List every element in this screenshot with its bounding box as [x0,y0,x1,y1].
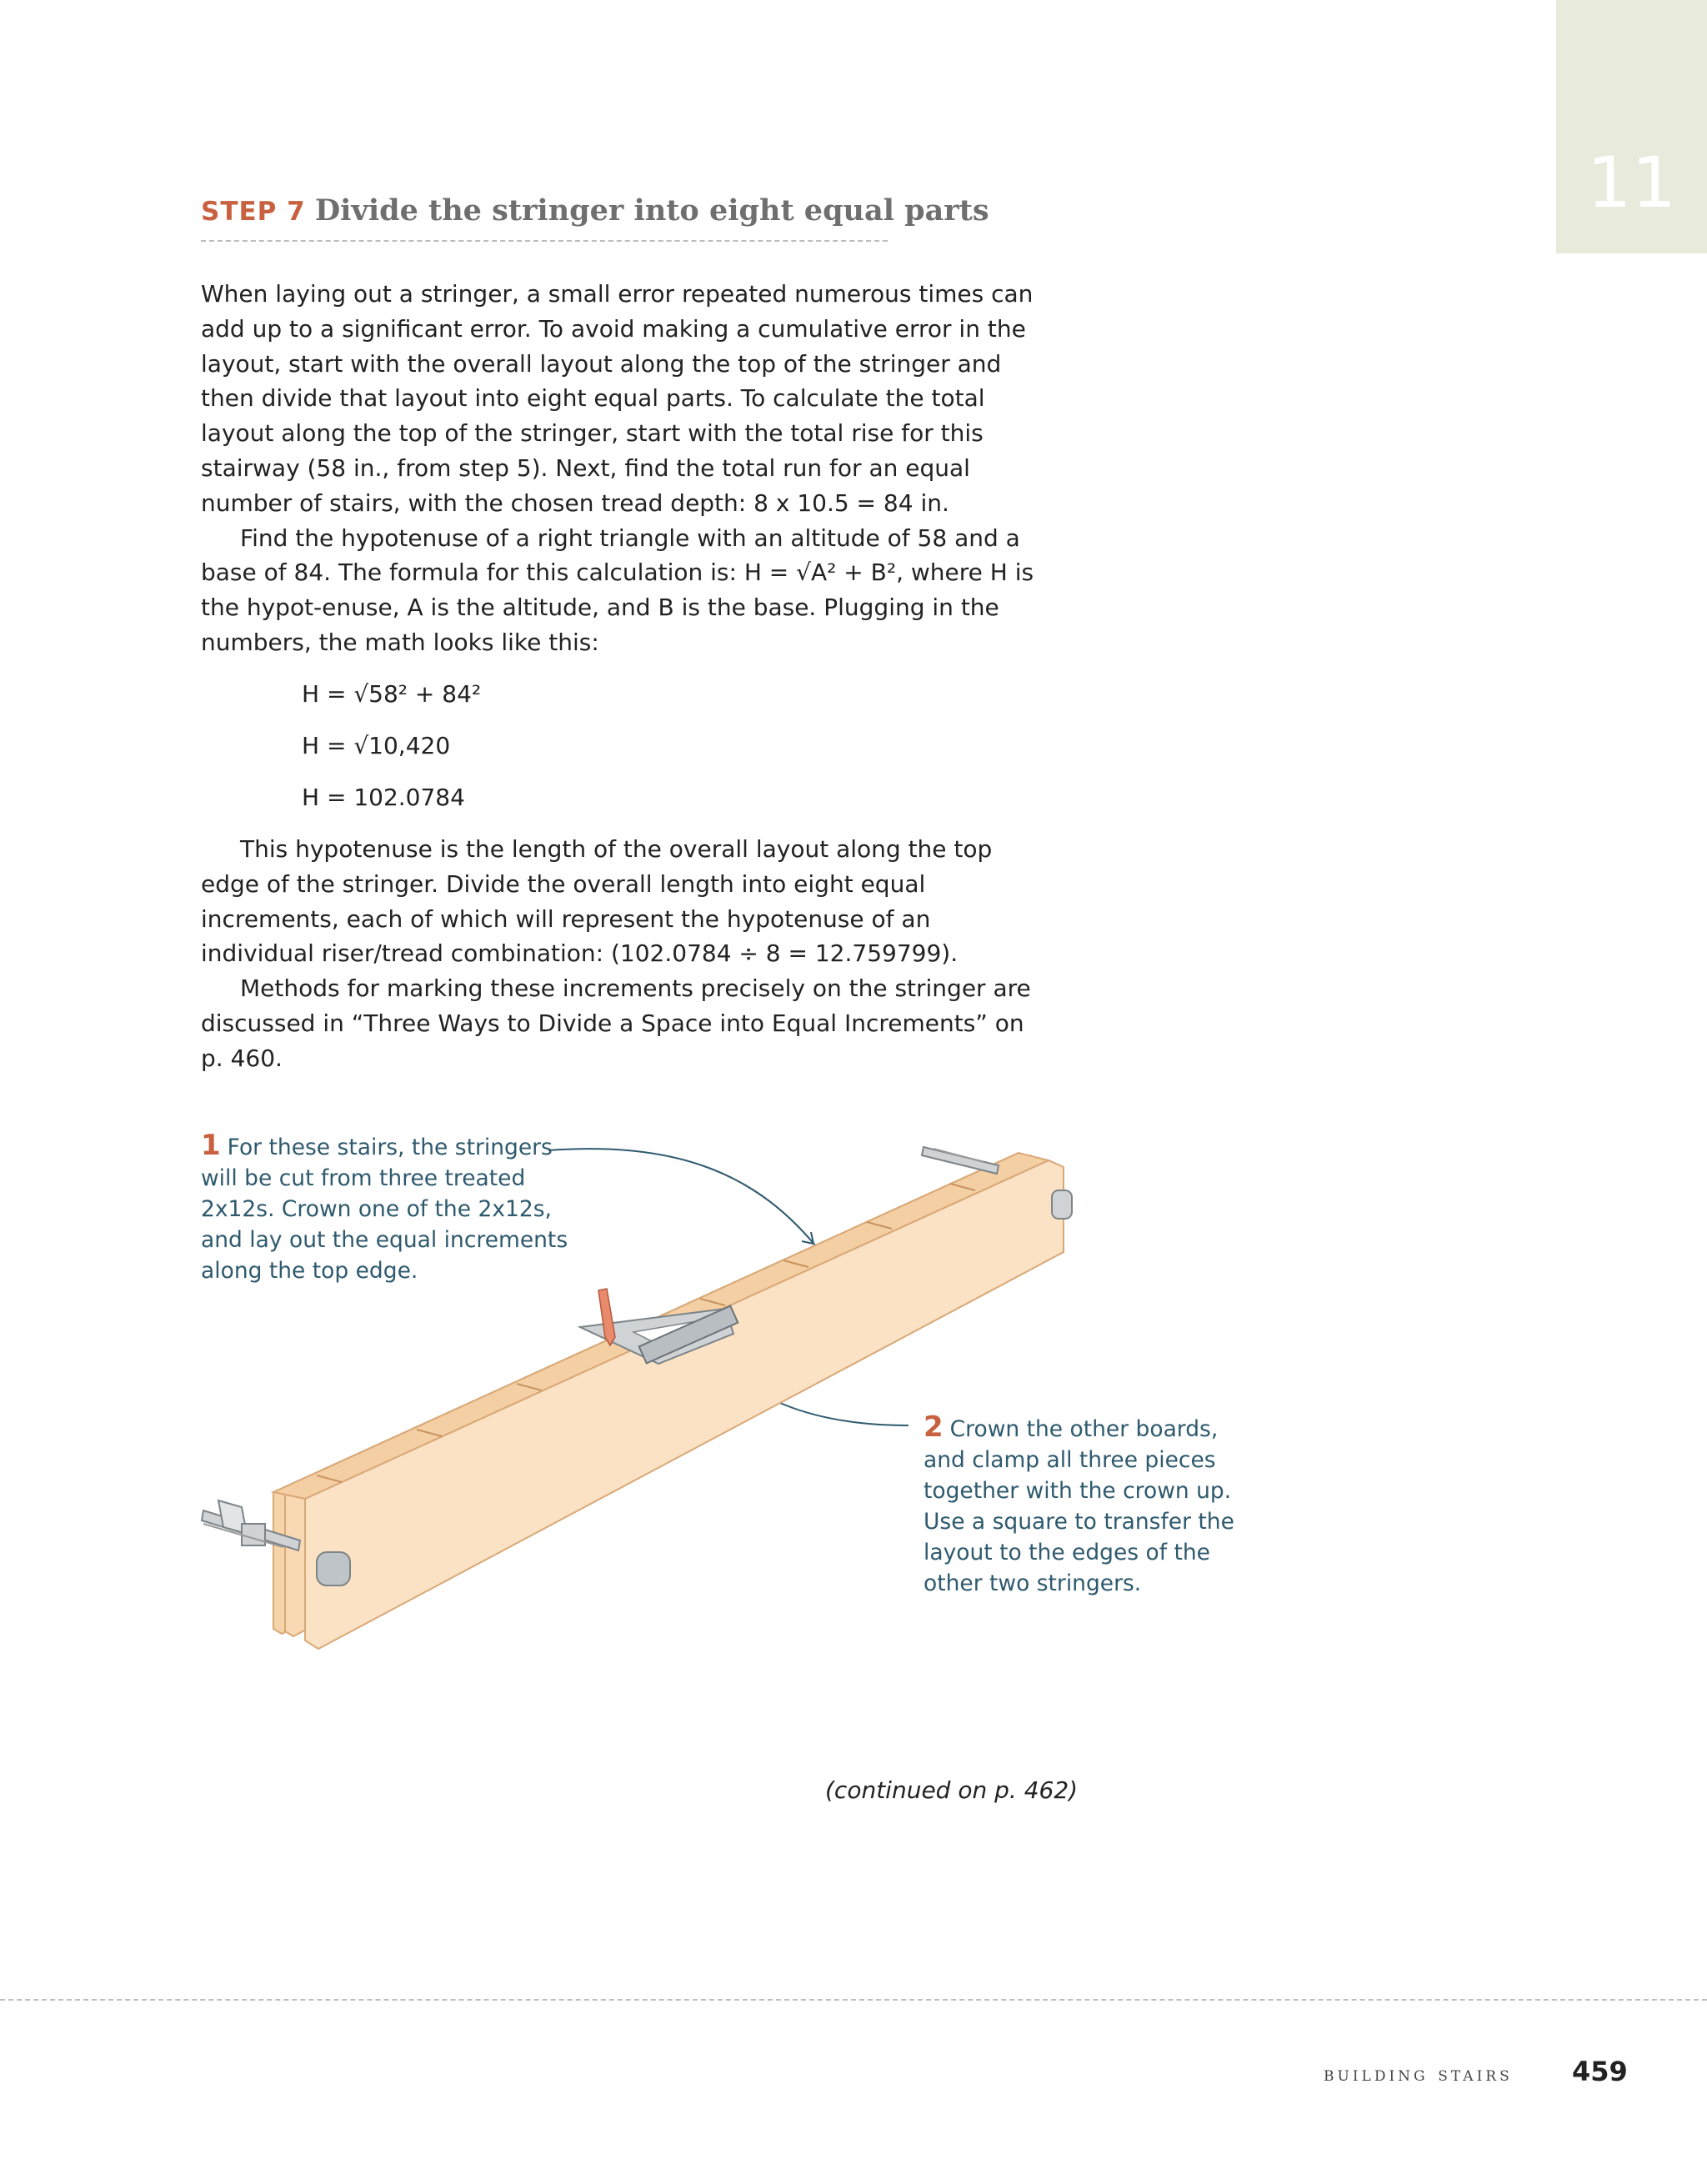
formula-line: H = √58² + 84² [302,680,482,708]
callout-1 [201,1130,568,1286]
continued-note: (continued on p. 462) [825,1776,1079,1804]
page-number: 459 [1572,2056,1628,2087]
callout-line: will be cut from three treated [201,1165,526,1191]
callout-line: Crown the other boards, [949,1416,1219,1442]
callout-2 [924,1412,1234,1599]
callout-line: together with the crown up. [924,1478,1232,1504]
footer-divider [0,1999,1707,2001]
formula-line: H = √10,420 [302,732,451,759]
callout-number: 2 [924,1410,944,1444]
formula-line: H = 102.0784 [302,784,465,811]
callout-line: and lay out the equal increments [201,1227,568,1253]
paragraph: When laying out a stringer, a small error repeated numerous times can add up to a significant error. To avoid making a cumulative error in the layout, start with the overall layout along the top of the stringer and then divide that layout into eight equal parts. To calculate the total layout along the top of the stringer, start with the total rise for this stairway (58 in., from step 5). Next, find the total run for an equal number of stairs, with the chosen tread depth: 8 x 10.5 = 84 in. [201,280,1034,517]
paragraph: Methods for marking these increments precisely on the stringer are discussed in “Three Ways to Divide a Space into Equal Increments” on p. 460. [201,974,1031,1072]
callout-line: along the top edge. [201,1258,418,1284]
callout-line: and clamp all three pieces [924,1447,1216,1473]
callout-line: For these stairs, the stringers [227,1135,553,1160]
paragraph: Find the hypotenuse of a right triangle with an altitude of 58 and a base of 84. The formula for this calculation is: H = √A² + B², where H is the hypot-enuse, A is the altitude, and B is the base. Plugging in the numbers, the math looks like this: [201,523,1034,656]
step-label: STEP 7 [201,197,306,227]
leader-line-1 [548,1149,815,1245]
callout-line: other two stringers. [924,1570,1142,1596]
paragraph: This hypotenuse is the length of the overall layout along the top edge of the stringer. Divide the overall length into eight equal increments, each of which will represent the hypotenuse of an individual riser/tread combination: (102.0784 ÷ 8 = 12.759799). [201,835,993,968]
callout-number: 1 [201,1129,221,1162]
callout-line: layout to the edges of the [924,1540,1210,1565]
chapter-number: 11 [1587,142,1676,223]
callout-line: 2x12s. Crown one of the 2x12s, [201,1196,552,1222]
callout-line: Use a square to transfer the [924,1509,1234,1535]
step-title: Divide the stringer into eight equal parts [314,193,989,228]
running-head: building stairs [1324,2062,1513,2086]
